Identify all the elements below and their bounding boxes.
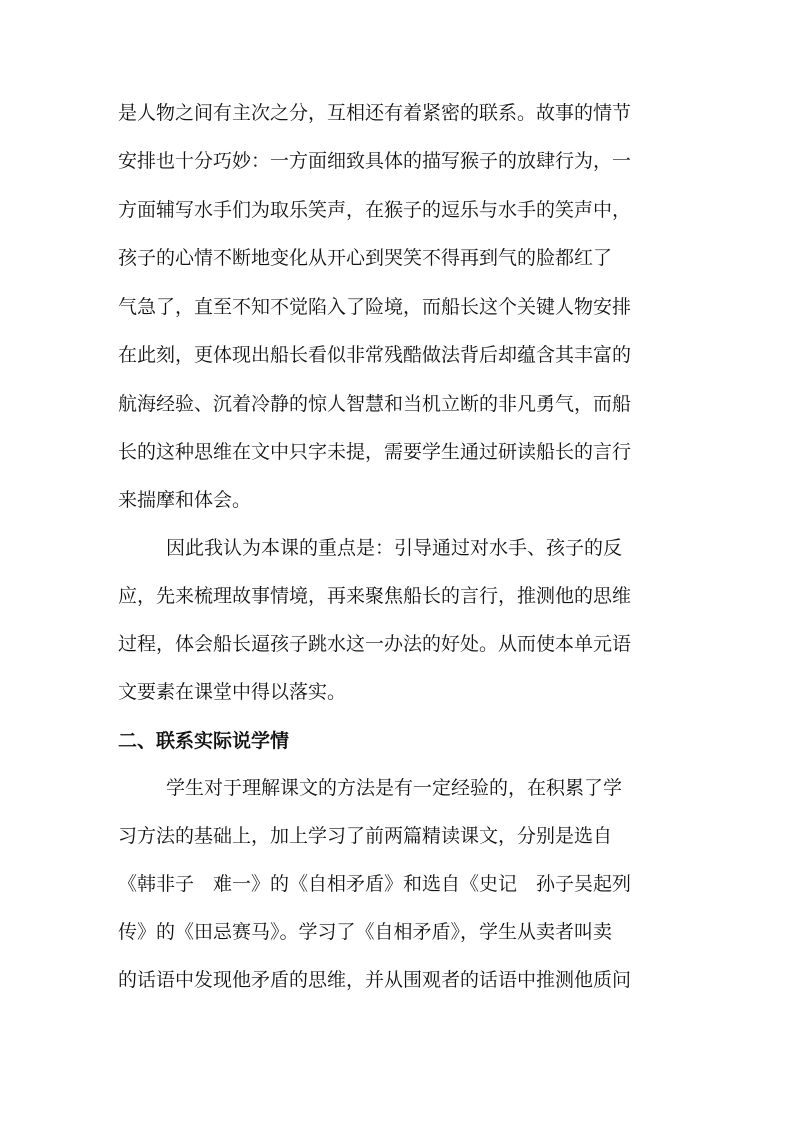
paragraph-line: 传》的《田忌赛马》。学习了《自相矛盾》，学生从卖者叫卖 [118,921,613,943]
paragraph-line: 气急了，直至不知不觉陷入了险境，而船长这个关键人物安排 [118,296,632,318]
paragraph-line: 方面辅写水手们为取乐笑声，在猴子的逗乐与水手的笑声中， [118,199,632,221]
paragraph-line: 习方法的基础上，加上学习了前两篇精读课文，分别是选自 [118,825,613,847]
paragraph-line: 航海经验、沉着冷静的惊人智慧和当机立断的非凡勇气，而船 [118,393,632,415]
paragraph-line: 是人物之间有主次之分，互相还有着紧密的联系。故事的情节 [118,102,632,124]
paragraph-line: 学生对于理解课文的方法是有一定经验的，在积累了学 [166,777,623,799]
paragraph-line: 来揣摩和体会。 [118,489,252,511]
paragraph-line: 孩子的心情不断地变化从开心到哭笑不得再到气的脸都红了 [118,247,613,269]
paragraph-line: 的话语中发现他矛盾的思维，并从围观者的话语中推测他质问 [118,969,632,991]
paragraph-line: 安排也十分巧妙：一方面细致具体的描写猴子的放肆行为，一 [118,150,632,172]
paragraph-line: 在此刻，更体现出船长看似非常残酷做法背后却蕴含其丰富的 [118,344,632,366]
paragraph-line: 《韩非子 难一》的《自相矛盾》和选自《史记 孙子吴起列 [118,873,632,895]
paragraph-line: 长的这种思维在文中只字未提，需要学生通过研读船长的言行 [118,441,632,463]
paragraph-line: 因此我认为本课的重点是：引导通过对水手、孩子的反 [166,537,623,559]
paragraph-line: 文要素在课堂中得以落实。 [118,681,347,703]
paragraph-line: 应，先来梳理故事情境，再来聚焦船长的言行，推测他的思维 [118,585,632,607]
paragraph-line: 过程，体会船长逼孩子跳水这一办法的好处。从而使本单元语 [118,633,632,655]
section-heading: 二、联系实际说学情 [118,730,290,752]
